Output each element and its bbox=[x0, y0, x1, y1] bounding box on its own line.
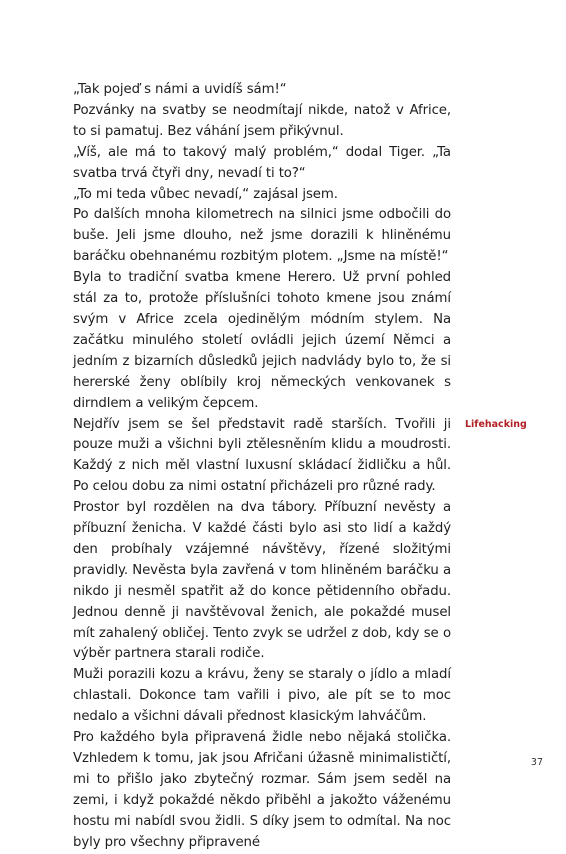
paragraph-2: Pozvánky na svatby se neodmítají nikde, natož v Africe, to si pamatuj. Bez váhání jsem přikývnul. bbox=[73, 102, 451, 139]
paragraph-6: Byla to tradiční svatba kmene Herero. Už první pohled stál za to, protože příslušníci tohoto kmene jsou známí svým v Africe zcela ojedinělým módním stylem. Na začátku minulého století ovládli jejich území Němci a jedním z bizarních důsledků jejich nadvlády bylo to, že si hererské ženy oblíbily kroj německých venkovanek s dirndlem a velikým čepcem. bbox=[73, 270, 451, 411]
paragraph-9: Muži porazili kozu a krávu, ženy se staraly o jídlo a mladí chlastali. Dokonce tam vařili i pivo, ale pít se to moc nedalo a všichni dávali přednost klasickým lahváčům. bbox=[73, 667, 451, 725]
page-number: 37 bbox=[530, 757, 543, 768]
paragraph-3: „Víš, ale má to takový malý problém,“ dodal Tiger. „Ta svatba trvá čtyři dny, nevadí ti to?“ bbox=[73, 144, 451, 181]
paragraph-10: Pro každého byla připravená židle nebo nějaká stolička. Vzhledem k tomu, jak jsou Afričani úžasně minimalističtí, mi to přišlo jako zbytečný rozmar. Sám jsem seděl na zemi, i když pokaždé někdo přiběhl a jakožto váženému hostu mi nabídl svou židli. S díky jsem to odmítal. Na noc byly pro všechny připravené bbox=[73, 730, 451, 850]
paragraph-1: „Tak pojeď s námi a uvidíš sám!“ bbox=[73, 82, 287, 97]
paragraph-8: Prostor byl rozdělen na dva tábory. Příbuzní nevěsty a příbuzní ženicha. V každé části bylo asi sto lidí a každý den probíhaly vzájemné návštěvy, řízené složitými pravidly. Nevěsta byla zavřená v tom hliněném baráčku a nikdo ji nesměl spatřit až do konce pětidenního obřadu. Jednou denně ji navštěvoval ženich, ale pokaždé musel mít zahalený obličej. Tento zvyk se udržel z dob, kdy se o výběr partnera starali rodiče. bbox=[73, 500, 451, 662]
paragraph-5: Po dalších mnoha kilometrech na silnici jsme odbočili do buše. Jeli jsme dlouho, než jsme dorazili k hliněnému baráčku obehnanému rozbitým plotem. „Jsme na místě!“ bbox=[73, 207, 451, 265]
paragraph-7: Nejdřív jsem se šel představit radě starších. Tvořili ji pouze muži a všichni byli ztělesněním klidu a moudrosti. Každý z nich měl vlastní luxusní skládací židličku a hůl. Po celou dobu za nimi ostatní přicházeli pro různé rady. bbox=[73, 416, 451, 495]
paragraph-4: „To mi teda vůbec nevadí,“ zajásal jsem. bbox=[73, 186, 338, 202]
body-text bbox=[73, 80, 451, 854]
section-label: Lifehacking bbox=[465, 419, 527, 430]
